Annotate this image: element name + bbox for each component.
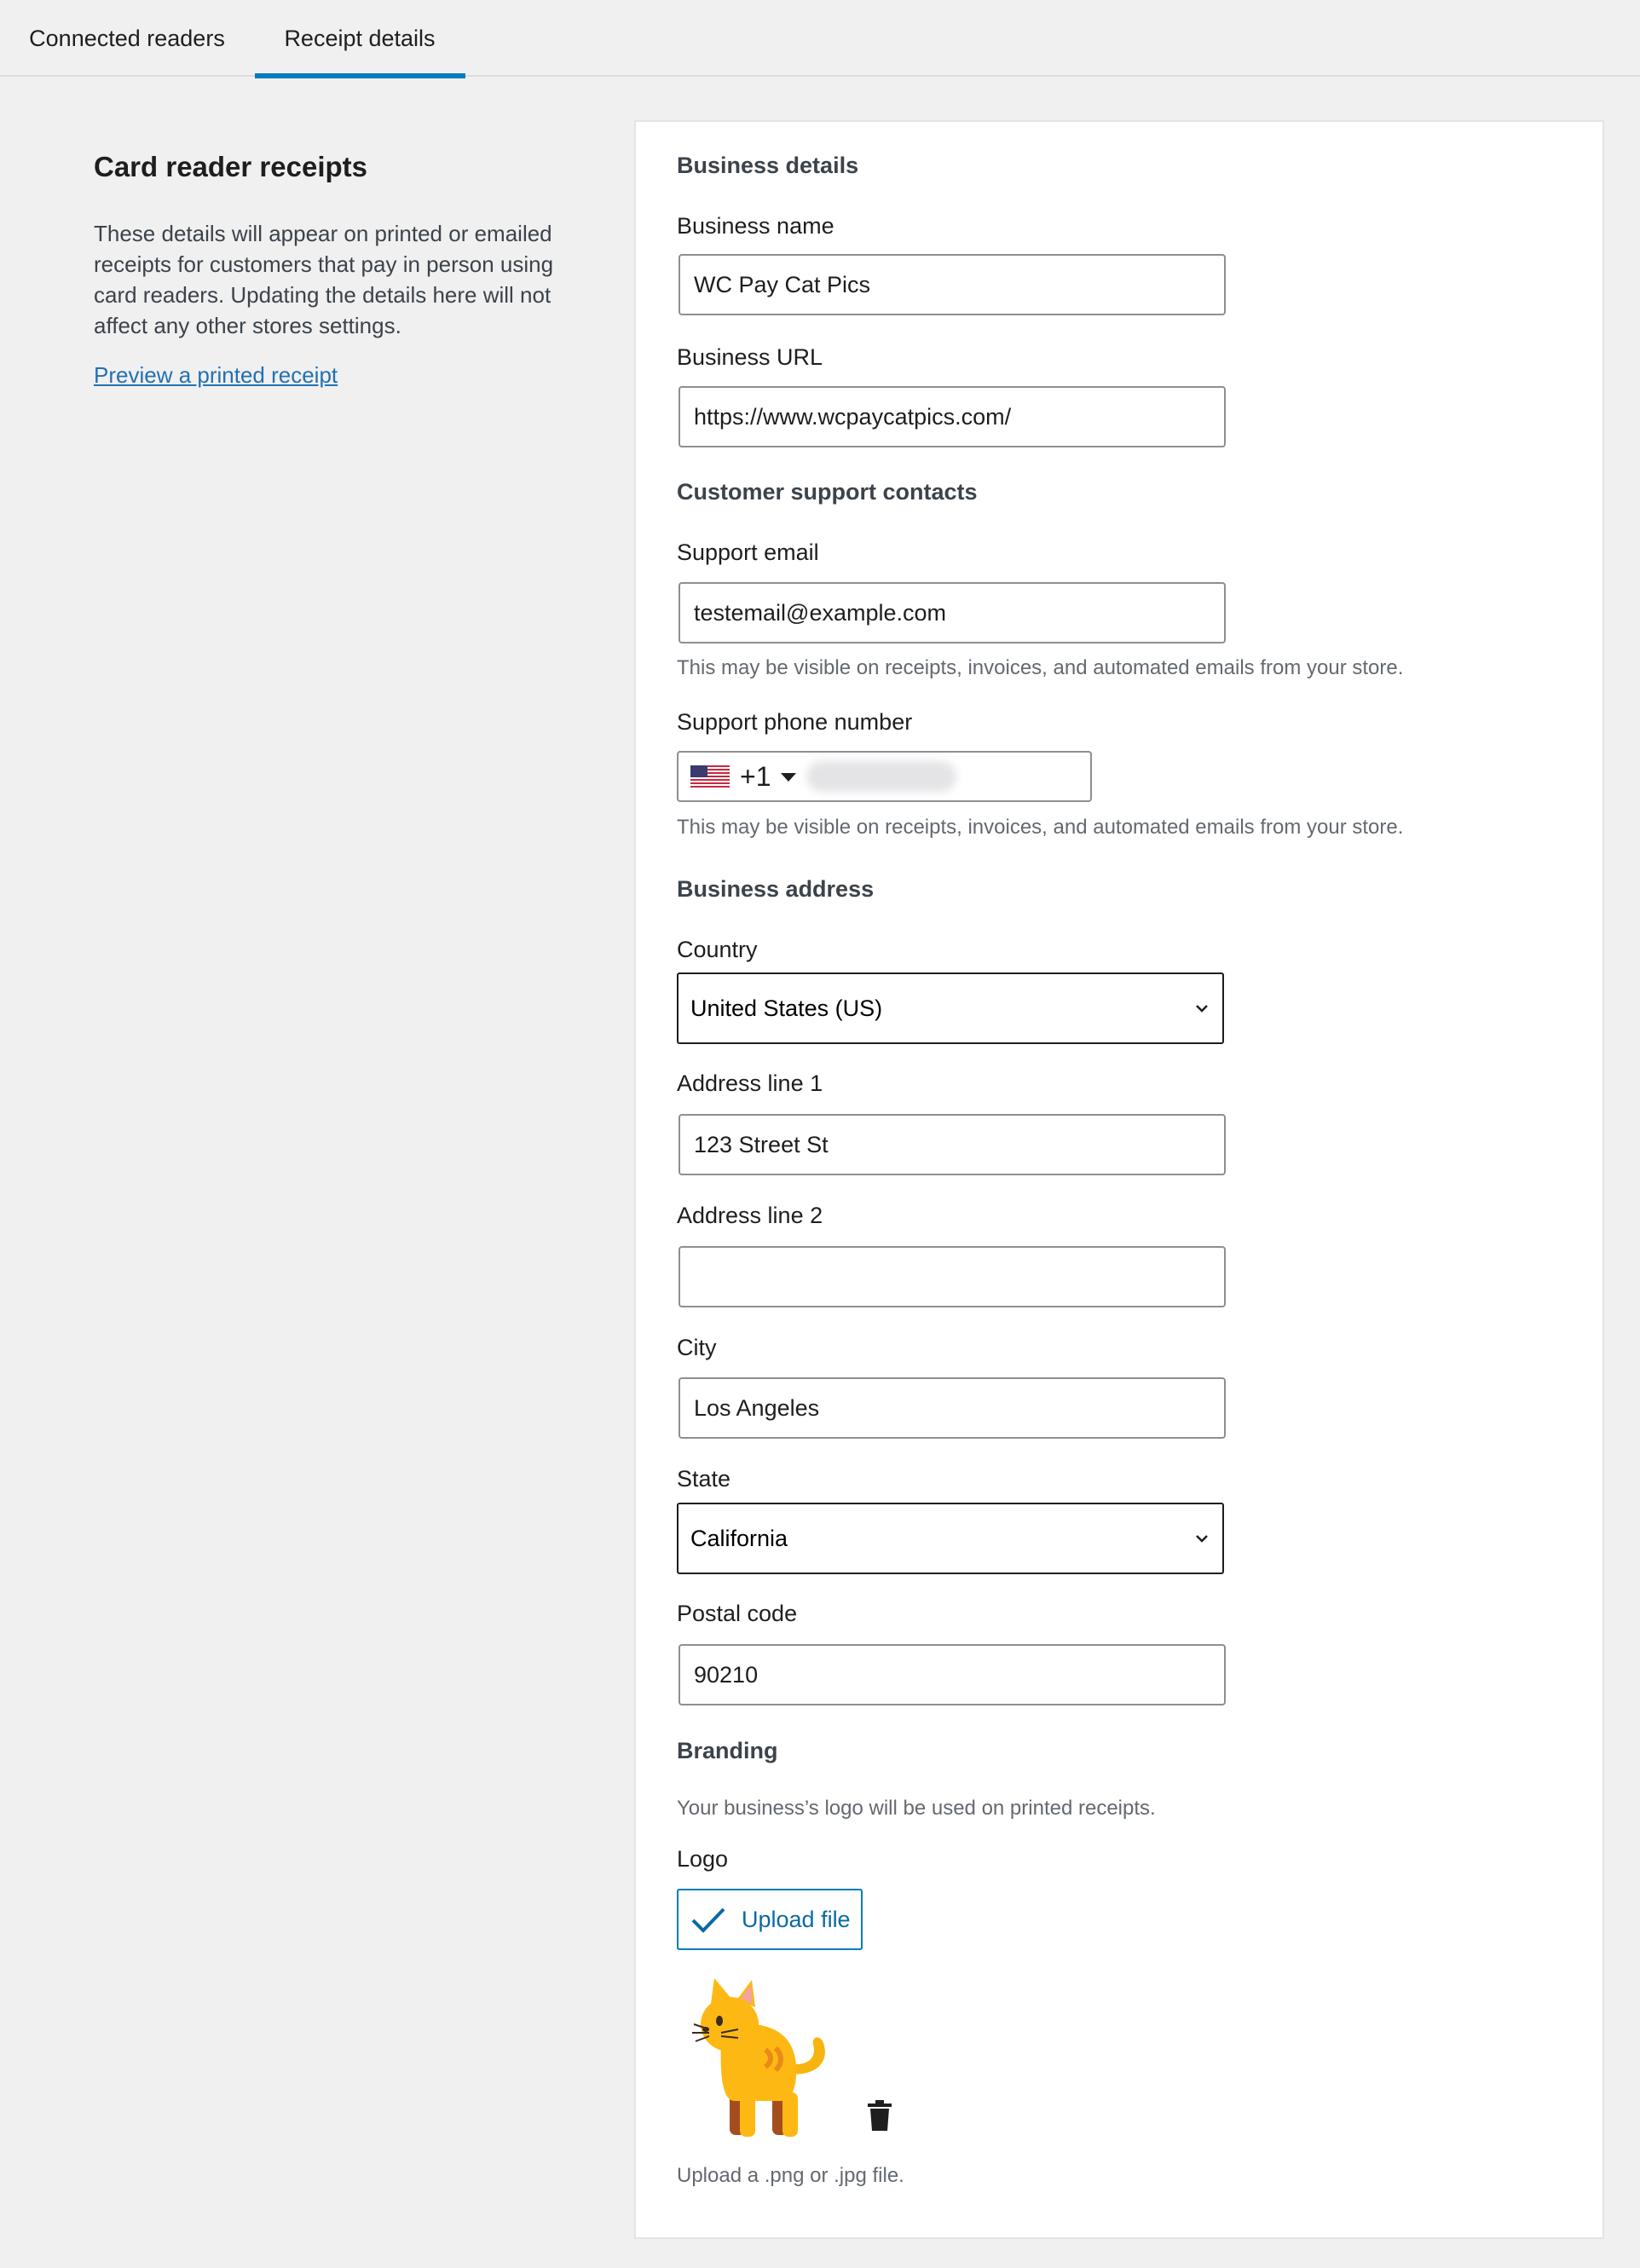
postal-code-label: Postal code — [677, 1601, 798, 1626]
state-select[interactable] — [677, 1503, 1224, 1574]
support-phone-field[interactable] — [677, 751, 1092, 802]
address-line1-input[interactable] — [679, 1114, 1226, 1175]
business-url-input[interactable] — [679, 386, 1226, 447]
business-details-heading: Business details — [677, 153, 859, 178]
country-select-value: United States (US) — [690, 995, 883, 1021]
postal-code-input[interactable] — [679, 1644, 1226, 1705]
business-name-input[interactable] — [679, 254, 1226, 315]
address-line1-label: Address line 1 — [677, 1071, 823, 1096]
business-url-label: Business URL — [677, 344, 823, 370]
checkmark-icon — [690, 1906, 726, 1935]
support-contacts-heading: Customer support contacts — [677, 479, 978, 505]
address-line2-label: Address line 2 — [677, 1203, 823, 1228]
phone-number-redacted[interactable] — [806, 761, 956, 792]
caret-down-icon — [781, 773, 796, 782]
branding-heading: Branding — [677, 1738, 778, 1763]
chevron-down-icon — [1193, 1528, 1210, 1549]
upload-help: Upload a .png or .jpg file. — [677, 2164, 904, 2187]
page-title: Card reader receipts — [94, 151, 367, 182]
phone-country-selector[interactable] — [690, 753, 810, 800]
logo-label: Logo — [677, 1846, 729, 1872]
address-line2-input[interactable] — [679, 1246, 1226, 1307]
country-label: Country — [677, 937, 758, 962]
support-phone-label: Support phone number — [677, 709, 913, 735]
upload-file-button[interactable] — [677, 1889, 863, 1950]
cat-icon — [687, 1973, 840, 2144]
intro-panel — [94, 147, 597, 389]
city-label: City — [677, 1335, 717, 1360]
upload-file-label: Upload file — [742, 1907, 851, 1932]
tab-bar — [0, 0, 1640, 77]
state-label: State — [677, 1466, 731, 1492]
support-phone-help: This may be visible on receipts, invoices, and automated emails from your store. — [677, 816, 1404, 839]
branding-help: Your business’s logo will be used on printed receipts. — [677, 1797, 1156, 1820]
city-input[interactable] — [679, 1377, 1226, 1439]
trash-icon[interactable] — [868, 2100, 892, 2131]
intro-description: These details will appear on printed or emailed receipts for customers that pay in person using card readers. Updating the details here will not affect any other stores settings. — [94, 221, 554, 338]
tab-receipt-details[interactable]: Receipt details — [254, 0, 465, 77]
phone-dial-code: +1 — [740, 761, 771, 792]
receipt-settings-card — [634, 120, 1604, 2239]
state-select-value: California — [690, 1526, 788, 1551]
support-email-help: This may be visible on receipts, invoices, and automated emails from your store. — [677, 656, 1404, 679]
business-name-label: Business name — [677, 213, 834, 239]
chevron-down-icon — [1193, 998, 1210, 1019]
support-email-label: Support email — [677, 540, 819, 565]
us-flag-icon — [690, 765, 730, 788]
support-email-input[interactable] — [679, 582, 1226, 643]
country-select[interactable] — [677, 972, 1224, 1044]
preview-receipt-link[interactable]: Preview a printed receipt — [94, 362, 338, 388]
business-address-heading: Business address — [677, 876, 875, 902]
tab-connected-readers[interactable]: Connected readers — [29, 26, 225, 51]
